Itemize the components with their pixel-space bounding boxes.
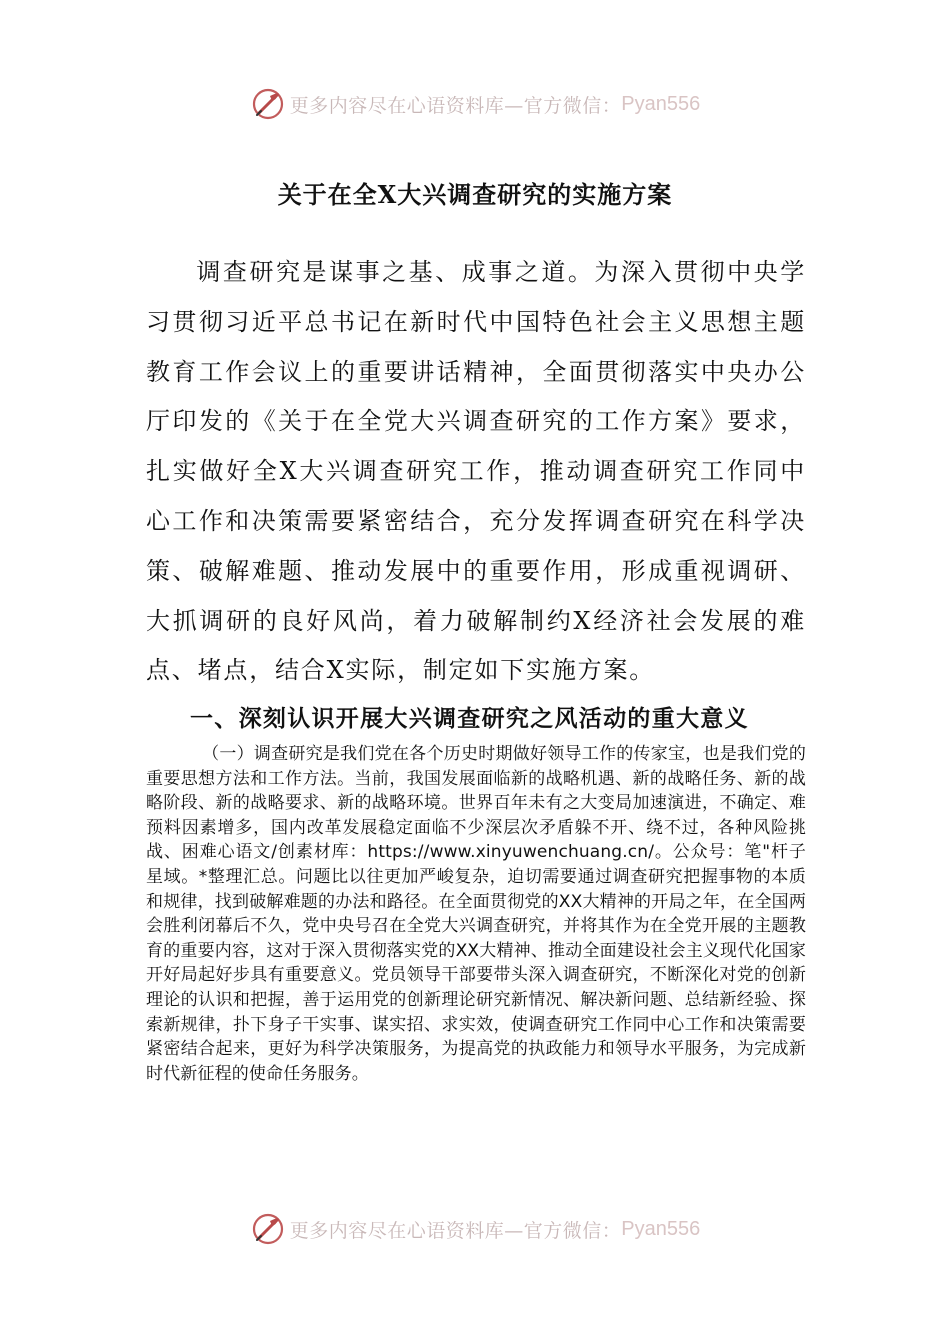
section-heading: 一、深刻认识开展大兴调查研究之风活动的重大意义 [190,706,749,732]
quill-logo-icon [250,86,286,122]
intro-paragraph: 调查研究是谋事之基、成事之道。为深入贯彻中央学习贯彻习近平总书记在新时代中国特色社会主义思想主题教育工作会议上的重要讲话精神，全面贯彻落实中央办公厅印发的《关于在全党大兴调查研究的工作方案》要求，扎实做好全X大兴调查研究工作，推动调查研究工作同中心工作和决策需要紧密结合，充分发挥调查研究在科学决策、破解难题、推动发展中的重要作用，形成重视调研、大抓调研的良好风尚，着力破解制约X经济社会发展的难点、堵点，结合X实际，制定如下实施方案。 [146,258,806,685]
watermark-text: 更多内容尽在心语资料库—官方微信： [289,94,622,117]
quill-logo-icon [250,1211,286,1247]
watermark-header [0,82,950,126]
watermark-text: 更多内容尽在心语资料库—官方微信： [289,1219,622,1242]
document-title: 关于在全X大兴调查研究的实施方案 [277,180,673,209]
watermark-wechat-id: Pyan556 [621,1217,701,1240]
watermark-footer [0,1207,950,1251]
body-paragraph: （一）调查研究是我们党在各个历史时期做好领导工作的传家宝，也是我们党的重要思想方法和工作方法。当前，我国发展面临新的战略机遇、新的战略任务、新的战略阶段、新的战略要求、新的战略环境。世界百年未有之大变局加速演进，不确定、难预料因素增多，国内改革发展稳定面临不少深层次矛盾躲不开、绕不过，各种风险挑战、困难心语文/创素材库：https://www.xinyuwenchuang.cn/。公众号：笔"杆子星域。*整理汇总。问题比以往更加严峻复杂，迫切需要通过调查研究把握事物的本质和规律，找到破解难题的办法和路径。在全面贯彻党的XX大精神的开局之年，在全国两会胜利闭幕后不久，党中央号召在全党大兴调查研究，并将其作为在全党开展的主题教育的重要内容，这对于深入贯彻落实党的XX大精神、推动全面建设社会主义现代化国家开好局起好步具有重要意义。党员领导干部要带头深入调查研究，不断深化对党的创新理论的认识和把握，善于运用党的创新理论研究新情况、解决新问题、总结新经验、探索新规律，扑下身子干实事、谋实招、求实效，使调查研究工作同中心工作和决策需要紧密结合起来，更好为科学决策服务，为提高党的执政能力和领导水平服务，为完成新时代新征程的使命任务服务。 [146,744,806,1084]
watermark-wechat-id: Pyan556 [621,92,701,115]
